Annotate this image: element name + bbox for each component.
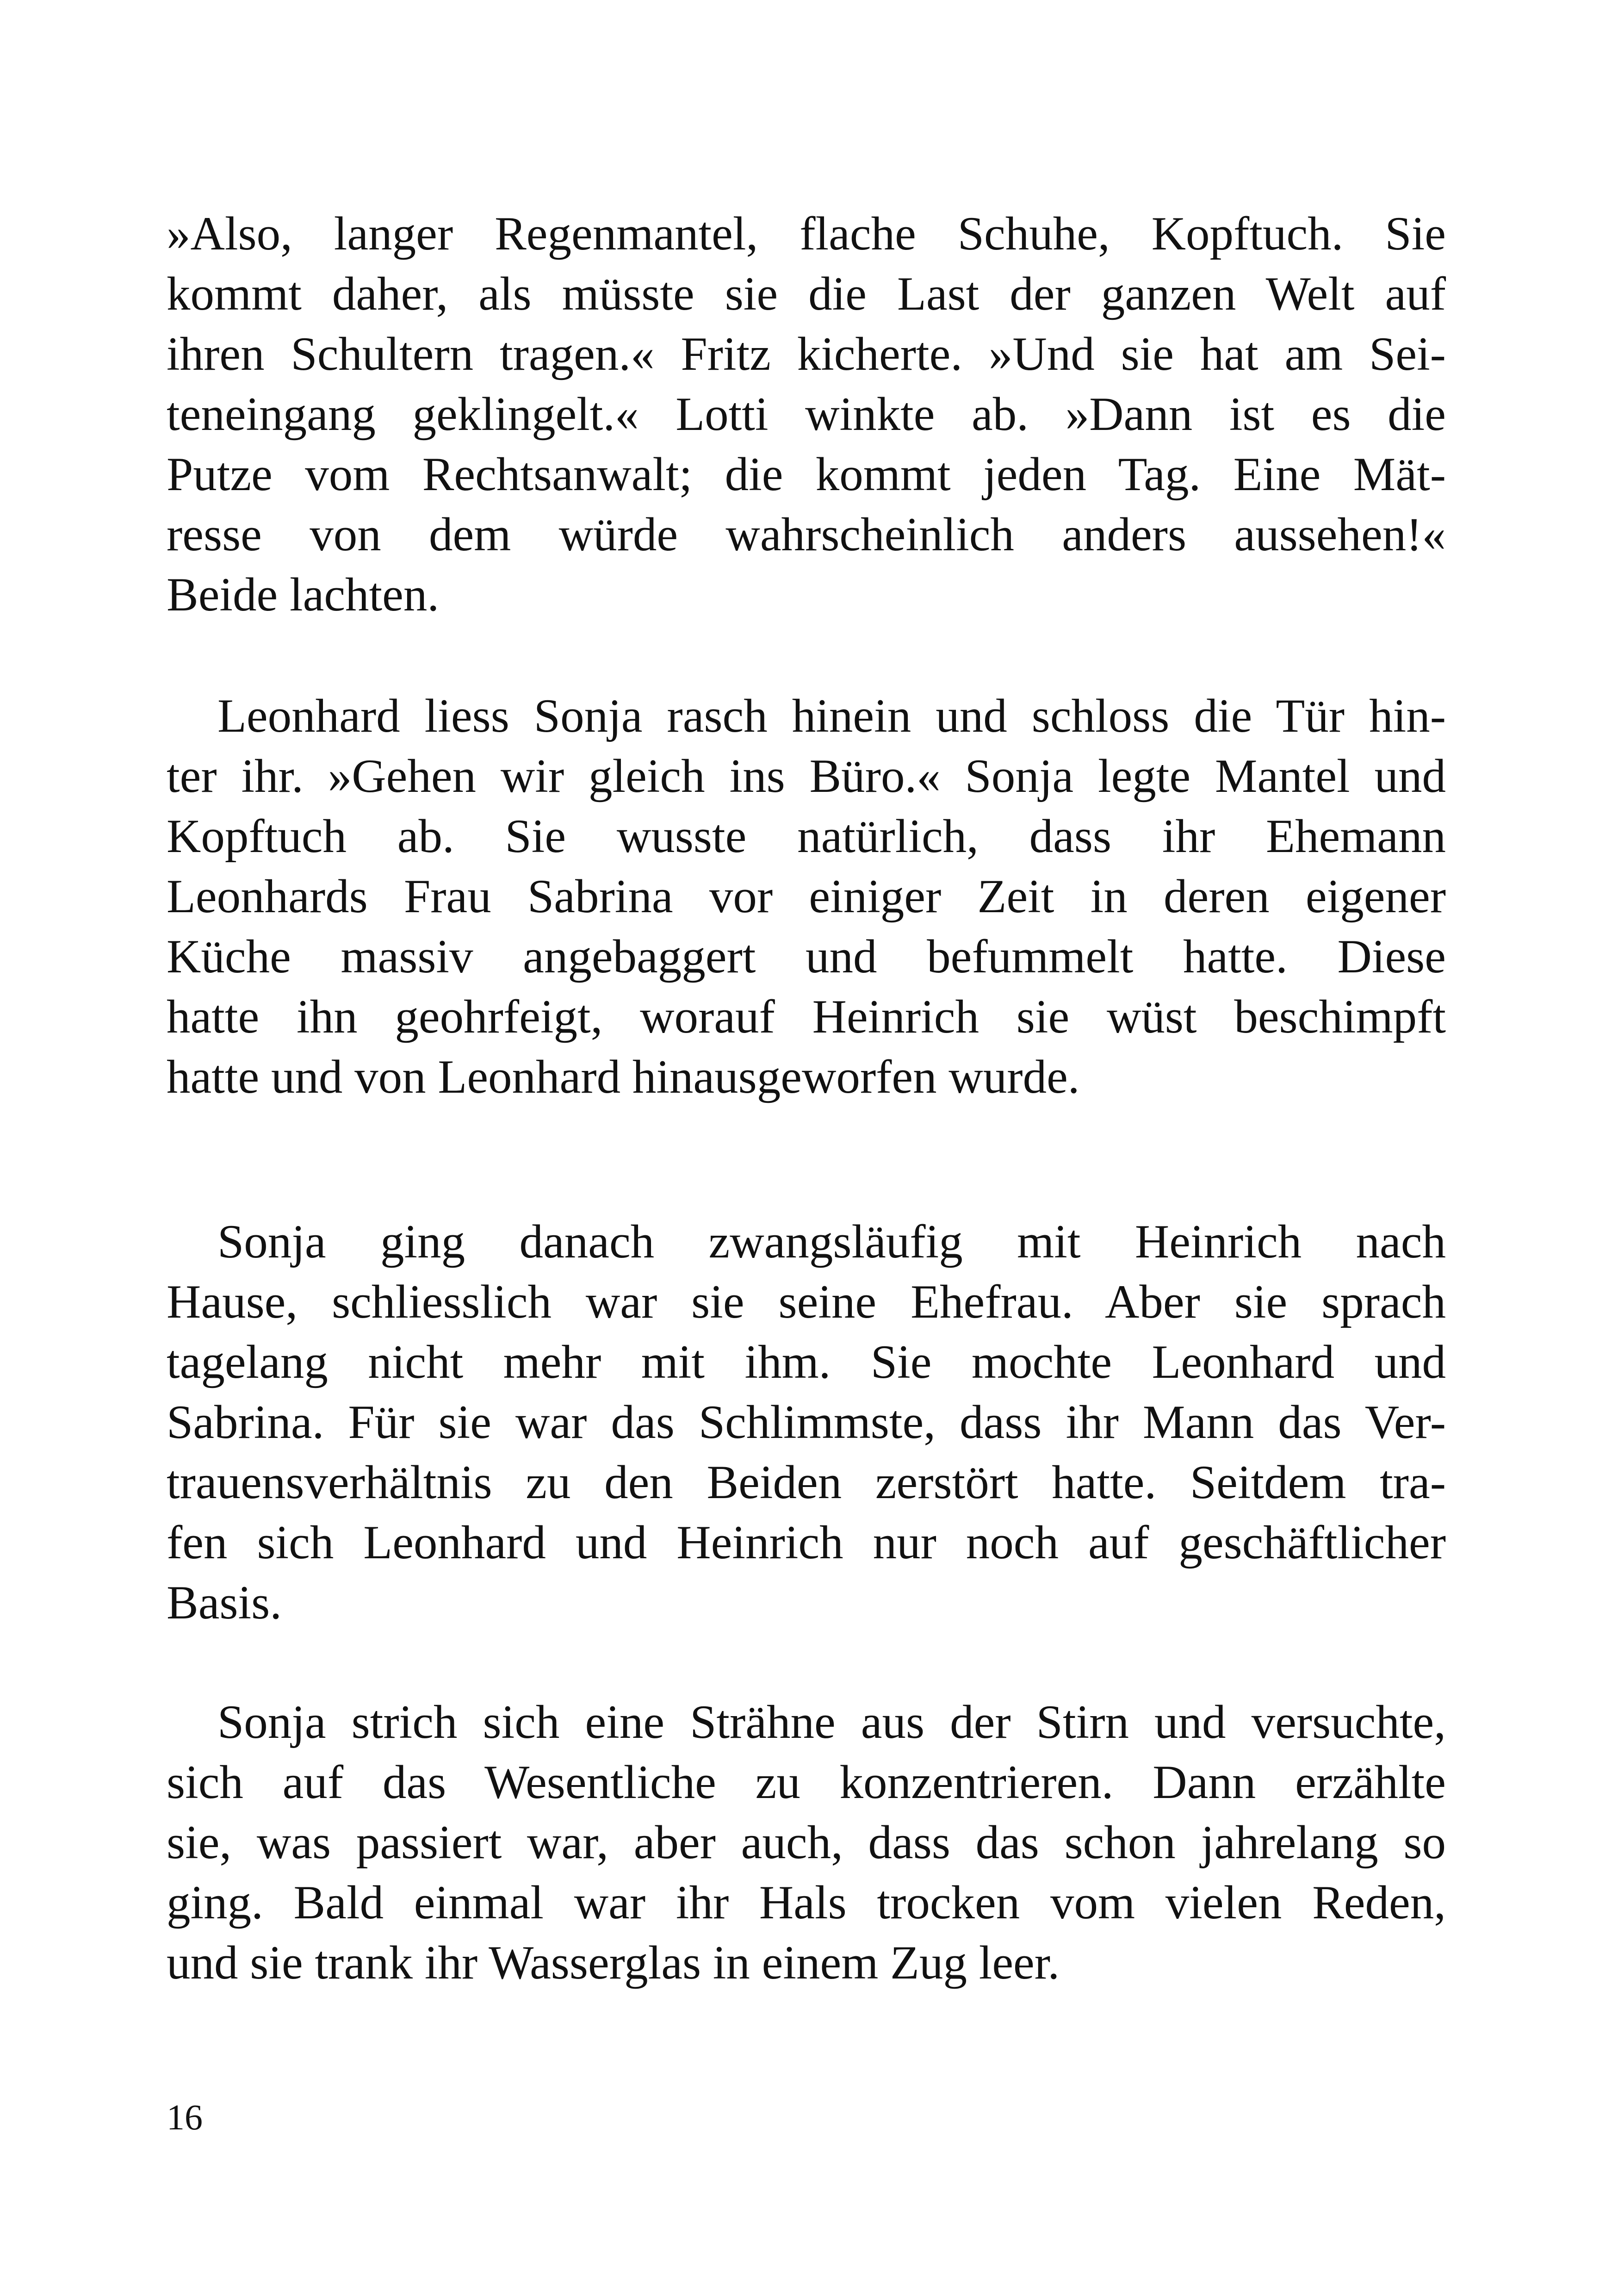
paragraph-3 bbox=[167, 1212, 1446, 1633]
paragraph-line: teneingang geklingelt.« Lotti winkte ab. »Dann ist es die bbox=[167, 388, 1446, 441]
paragraph-line: Küche massiv angebaggert und befummelt hatte. Diese bbox=[167, 930, 1446, 983]
paragraph-line: Kopftuch ab. Sie wusste natürlich, dass ihr Ehemann bbox=[167, 810, 1446, 863]
paragraph-line: ihren Schultern tragen.« Fritz kicherte. »Und sie hat am Sei- bbox=[167, 328, 1446, 380]
paragraph-line: Leonhard liess Sonja rasch hinein und schloss die Tür hin- bbox=[217, 690, 1446, 742]
paragraph-2 bbox=[167, 686, 1446, 1107]
paragraph-line: hatte ihn geohrfeigt, worauf Heinrich sie wüst beschimpft bbox=[167, 990, 1446, 1043]
paragraph-line: sie, was passiert war, aber auch, dass das schon jahrelang so bbox=[167, 1816, 1446, 1869]
paragraph-line: und sie trank ihr Wasserglas in einem Zug leer. bbox=[167, 1936, 1060, 1989]
paragraph-line: fen sich Leonhard und Heinrich nur noch auf geschäftlicher bbox=[167, 1516, 1446, 1569]
paragraph-line: Sonja ging danach zwangsläufig mit Heinrich nach bbox=[217, 1215, 1446, 1268]
paragraph-line: Sonja strich sich eine Strähne aus der Stirn und versuchte, bbox=[217, 1696, 1446, 1748]
paragraph-1 bbox=[167, 204, 1446, 625]
paragraph-line: trauensverhältnis zu den Beiden zerstört hatte. Seitdem tra- bbox=[167, 1456, 1446, 1509]
paragraph-line: ter ihr. »Gehen wir gleich ins Büro.« Sonja legte Mantel und bbox=[167, 750, 1446, 803]
paragraph-line: resse von dem würde wahrscheinlich anders aussehen!« bbox=[167, 508, 1446, 561]
paragraph-4 bbox=[167, 1692, 1446, 1993]
paragraph-line: tagelang nicht mehr mit ihm. Sie mochte Leonhard und bbox=[167, 1336, 1446, 1388]
paragraph-line: Beide lachten. bbox=[167, 568, 440, 621]
paragraph-line: Basis. bbox=[167, 1576, 282, 1629]
paragraph-line: ging. Bald einmal war ihr Hals trocken vom vielen Reden, bbox=[167, 1876, 1446, 1929]
page-number: 16 bbox=[167, 2097, 203, 2137]
paragraph-line: kommt daher, als müsste sie die Last der ganzen Welt auf bbox=[167, 268, 1446, 320]
paragraph-line: Sabrina. Für sie war das Schlimmste, dass ihr Mann das Ver- bbox=[167, 1396, 1446, 1449]
paragraph-line: sich auf das Wesentliche zu konzentrieren. Dann erzählte bbox=[167, 1756, 1446, 1809]
paragraph-line: Hause, schliesslich war sie seine Ehefrau. Aber sie sprach bbox=[167, 1276, 1446, 1328]
paragraph-line: Putze vom Rechtsanwalt; die kommt jeden Tag. Eine Mät- bbox=[167, 448, 1446, 501]
paragraph-line: »Also, langer Regenmantel, flache Schuhe, Kopftuch. Sie bbox=[167, 207, 1446, 260]
paragraph-line: Leonhards Frau Sabrina vor einiger Zeit in deren eigener bbox=[167, 870, 1446, 923]
paragraph-line: hatte und von Leonhard hinausgeworfen wurde. bbox=[167, 1051, 1080, 1103]
